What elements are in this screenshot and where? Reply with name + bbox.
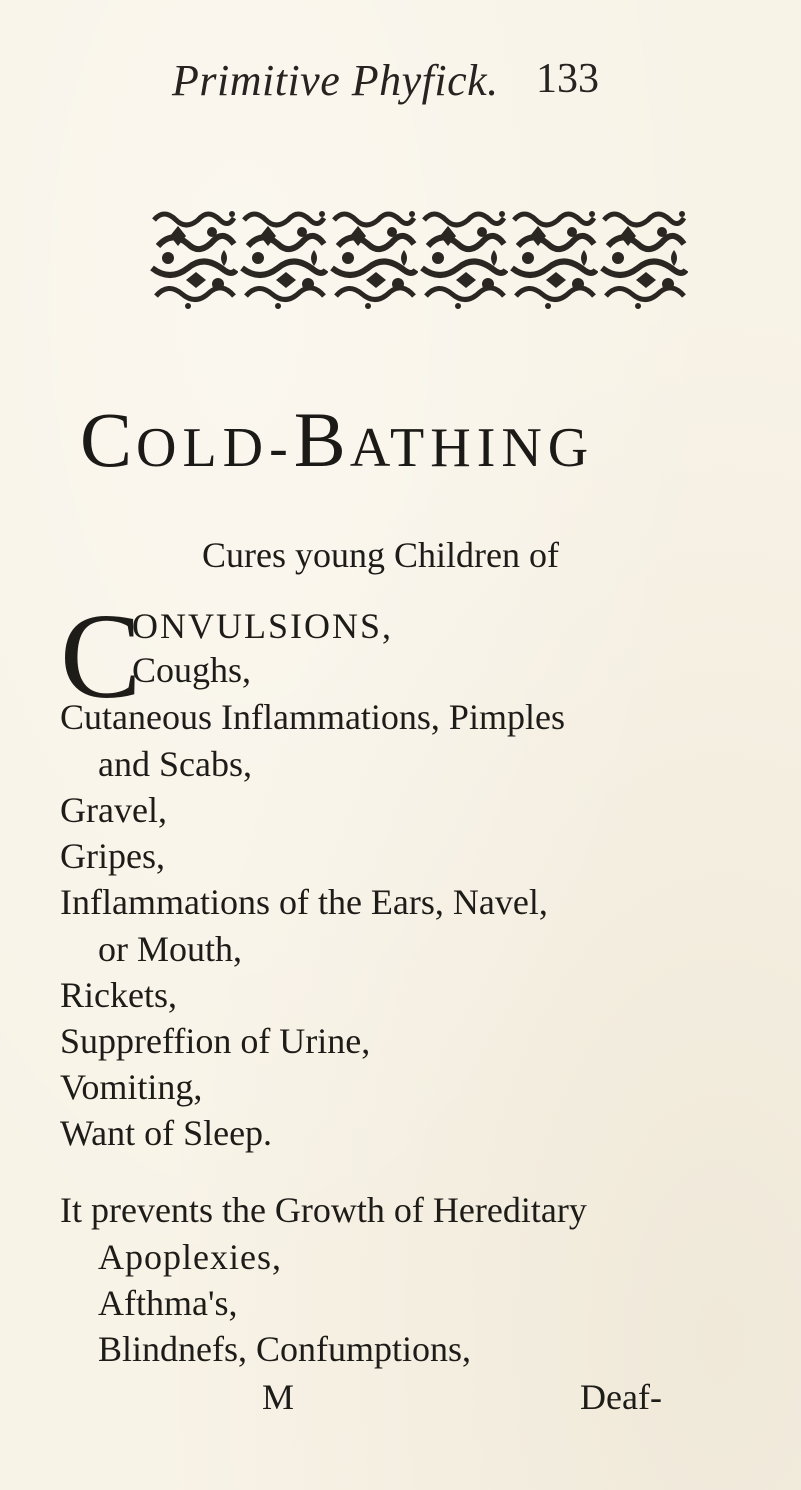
title-dash: - [269, 417, 294, 479]
running-title: Primitive Phyfick. [172, 56, 499, 105]
catchword: Deaf- [580, 1377, 662, 1417]
title-cap-b: B [293, 396, 350, 483]
prevents-item: Apoplexies, [98, 1237, 282, 1277]
drop-cap: C [60, 589, 142, 724]
page-header [172, 55, 642, 115]
prevents-lead: It prevents the Growth of Hereditary [60, 1190, 587, 1230]
list-item: Vomiting, [60, 1067, 203, 1107]
page-number: 133 [536, 56, 599, 102]
signature-mark: M [262, 1377, 295, 1417]
list-item: Gravel, [60, 790, 167, 830]
list-item: Cutaneous Inflammations, Pimples [60, 697, 565, 737]
decorative-headpiece [148, 206, 688, 314]
list-item: or Mouth, [98, 929, 242, 969]
chapter-title [80, 395, 720, 485]
list-item: Coughs, [132, 650, 252, 690]
list-item: Suppreffion of Urine, [60, 1021, 371, 1061]
list-item: Gripes, [60, 836, 165, 876]
list-item: Inflammations of the Ears, Navel, [60, 882, 548, 922]
title-cap-c: C [80, 396, 137, 483]
list-item: Want of Sleep. [60, 1113, 273, 1153]
list-item: and Scabs, [98, 744, 252, 784]
prevents-item: Blindnefs, Confumptions, [98, 1329, 472, 1369]
title-rest-old: OLD [136, 417, 270, 479]
subtitle: Cures young Children of [202, 535, 559, 575]
title-rest-athing: ATHING [349, 417, 595, 479]
prevents-item: Afthma's, [98, 1283, 238, 1323]
list-item-first: ONVULSIONS, [132, 606, 394, 646]
list-item: Rickets, [60, 975, 177, 1015]
